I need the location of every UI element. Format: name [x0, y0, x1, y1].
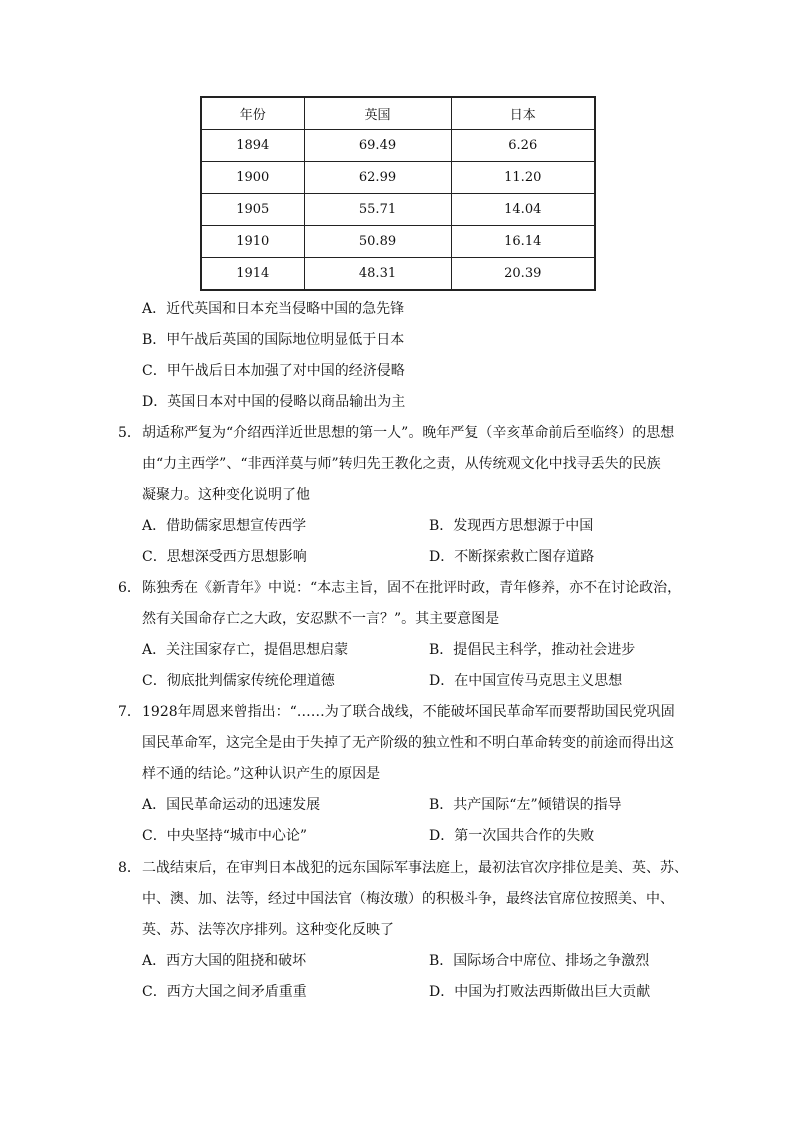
table-cell: 1894 — [201, 130, 304, 162]
q5-line-1: 胡适称严复为“介绍西洋近世思想的第一人”。晚年严复（辛亥革命前后至临终）的思想 — [142, 425, 675, 441]
q8-stem — [118, 853, 688, 946]
q4-option-b[interactable]: B．甲午战后英国的国际地位明显低于日本 — [142, 332, 405, 348]
q6-stem — [118, 573, 688, 635]
q4-option-d[interactable]: D．英国日本对中国的侵略以商品输出为主 — [142, 394, 406, 410]
table-cell: 1900 — [201, 162, 304, 194]
table-header-year: 年份 — [201, 97, 304, 130]
q6-option-b[interactable]: B．提倡民主科学，推动社会进步 — [429, 642, 636, 658]
table-header-japan: 日本 — [451, 97, 595, 130]
q5-options — [118, 511, 688, 573]
q8-line-2: 中、澳、加、法等，经过中国法官（梅汝璈）的积极斗争，最终法官席位按照美、中、 — [142, 891, 674, 907]
q4-options — [142, 294, 702, 418]
q4-option-a[interactable]: A．近代英国和日本充当侵略中国的急先锋 — [142, 301, 405, 317]
q8-option-b[interactable]: B．国际场合中席位、排场之争激烈 — [429, 953, 650, 969]
table-cell: 6.26 — [451, 130, 595, 162]
q5-option-d[interactable]: D．不断探索救亡图存道路 — [429, 549, 595, 565]
q6-number: 6． — [118, 580, 141, 596]
table-row — [201, 162, 595, 194]
q5-number: 5． — [118, 425, 141, 441]
q8-option-c[interactable]: C．西方大国之间矛盾重重 — [142, 984, 307, 1000]
q6-line-1: 陈独秀在《新青年》中说：“本志主旨，固不在批评时政，青年修养，亦不在讨论政治， — [142, 580, 682, 596]
table-cell: 48.31 — [304, 258, 451, 291]
q6-option-d[interactable]: D．在中国宣传马克思主义思想 — [429, 673, 623, 689]
table-cell: 11.20 — [451, 162, 595, 194]
table-row — [201, 130, 595, 162]
q8-line-1: 二战结束后，在审判日本战犯的远东国际军事法庭上，最初法官次序排位是美、英、苏、 — [142, 860, 688, 876]
question-6 — [118, 573, 688, 697]
table-cell: 1910 — [201, 226, 304, 258]
table-row — [201, 194, 595, 226]
table-cell: 14.04 — [451, 194, 595, 226]
q8-number: 8． — [118, 860, 141, 876]
q7-option-c[interactable]: C．中央坚持“城市中心论” — [142, 828, 308, 844]
question-8 — [118, 853, 688, 1008]
table-cell: 50.89 — [304, 226, 451, 258]
q6-line-2: 然有关国命存亡之大政，安忍默不一言？”。其主要意图是 — [142, 611, 500, 627]
table-row — [201, 258, 595, 291]
q5-line-2: 由“力主西学”、“非西洋莫与师”转归先王教化之责，从传统观文化中找寻丢失的民族 — [142, 456, 661, 472]
table-cell: 20.39 — [451, 258, 595, 291]
table-cell: 55.71 — [304, 194, 451, 226]
q7-option-d[interactable]: D．第一次国共合作的失败 — [429, 828, 595, 844]
q7-option-b[interactable]: B．共产国际“左”倾错误的指导 — [429, 797, 622, 813]
question-7 — [118, 697, 688, 852]
table-cell: 69.49 — [304, 130, 451, 162]
q7-number: 7． — [118, 704, 141, 720]
q5-stem — [118, 418, 688, 511]
q5-option-a[interactable]: A．借助儒家思想宣传西学 — [142, 518, 307, 534]
q5-option-c[interactable]: C．思想深受西方思想影响 — [142, 549, 307, 565]
q8-line-3: 英、苏、法等次序排列。这种变化反映了 — [142, 922, 394, 938]
question-5 — [118, 418, 688, 573]
q7-line-2: 国民革命军，这完全是由于失掉了无产阶级的独立性和不明白革命转变的前途而得出这 — [142, 735, 674, 751]
table-header-britain: 英国 — [304, 97, 451, 130]
q6-option-c[interactable]: C．彻底批判儒家传统伦理道德 — [142, 673, 335, 689]
table-cell: 1914 — [201, 258, 304, 291]
q6-option-a[interactable]: A．关注国家存亡，提倡思想启蒙 — [142, 642, 349, 658]
q7-option-a[interactable]: A．国民革命运动的迅速发展 — [142, 797, 321, 813]
table-cell: 62.99 — [304, 162, 451, 194]
q8-options — [118, 946, 688, 1008]
q5-line-3: 凝聚力。这种变化说明了他 — [142, 487, 310, 503]
table-cell: 16.14 — [451, 226, 595, 258]
trade-share-table — [200, 96, 596, 291]
q4-option-c[interactable]: C．甲午战后日本加强了对中国的经济侵略 — [142, 363, 405, 379]
q7-stem — [118, 697, 688, 790]
q8-option-a[interactable]: A．西方大国的阻挠和破坏 — [142, 953, 307, 969]
q8-option-d[interactable]: D．中国为打败法西斯做出巨大贡献 — [429, 984, 651, 1000]
q7-options — [118, 790, 688, 852]
table-header-row — [201, 97, 595, 130]
table-row — [201, 226, 595, 258]
q7-line-3: 样不通的结论。”这种认识产生的原因是 — [142, 766, 381, 782]
table-cell: 1905 — [201, 194, 304, 226]
q5-option-b[interactable]: B．发现西方思想源于中国 — [429, 518, 594, 534]
q7-line-1: 1928年周恩来曾指出：“……为了联合战线，不能破坏国民革命军而要帮助国民党巩固 — [142, 704, 675, 720]
q6-options — [118, 635, 688, 697]
